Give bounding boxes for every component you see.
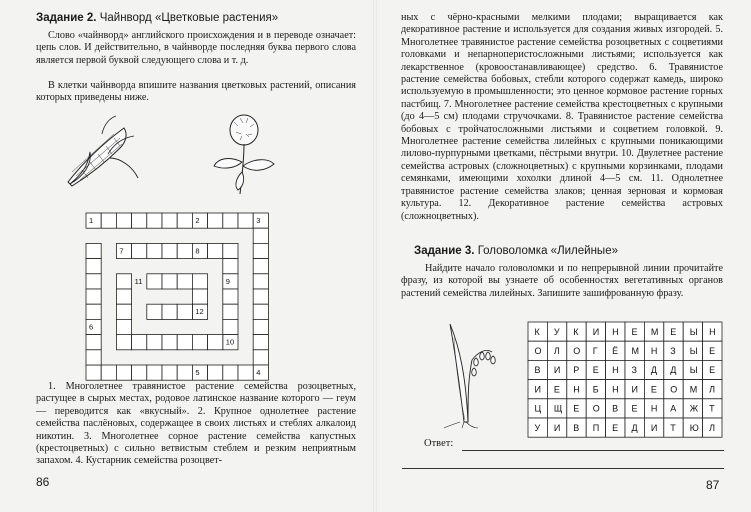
chainword-cell[interactable] bbox=[253, 259, 268, 274]
chainword-cell[interactable] bbox=[147, 335, 162, 350]
chainword-cell[interactable] bbox=[116, 365, 131, 380]
chainword-cell[interactable] bbox=[177, 304, 192, 319]
chainword-cell[interactable] bbox=[253, 335, 268, 350]
chainword-cell[interactable] bbox=[208, 335, 223, 350]
chainword-cell[interactable] bbox=[86, 289, 101, 304]
puzzle-letter: Ю bbox=[689, 422, 699, 433]
chainword-cell[interactable] bbox=[238, 365, 253, 380]
chainword-cell[interactable] bbox=[177, 274, 192, 289]
puzzle-letter: Е bbox=[709, 346, 716, 356]
chainword-number-9: 9 bbox=[225, 276, 230, 286]
puzzle-letter: Н bbox=[650, 403, 658, 414]
task-2-clues-continued: ных с чёрно-красными мелкими плодами; выращивается как декоративное растение и используется для создания живых изгородей. 5. Многолетнее травянистое растение семейства розоцветных с соцветиями головками и непарноперистосложными листьями; используется как лекарственное (кровоостанавливающее) средство. 6. Травянистое растение семейства бобовых, стебли которого содержат камедь, широко используемую в промышленности; это ценное кормовое растение горных пастбищ. 7. Многолетнее растение семейства крестоцветных с крупными (до 4—5 см) плодами стручочками. 8. Травянистое растение семейства бобовых с тройчатосложными листьями и соцветием головкой. 9. Многолетнее растение семейства лилейных с крупными поникающими лилово-пурпурными цветками, пёстрыми внутри. 10. Двулетнее растение семейства астровых (сложноцветных) с крупными корзинками, плодами семянками, имеющими хохолки длиной 4—5 см. 11. Однолетнее травянистое растение семейства злаков; ценная зерновая и кормовая культура. 12. Декоративное растение семейства астровых (сложноцветных). bbox=[401, 12, 723, 222]
puzzle-letter: Ц bbox=[534, 403, 542, 414]
puzzle-letter: Ё bbox=[612, 346, 619, 356]
puzzle-letter: П bbox=[592, 422, 600, 433]
chainword-cell[interactable] bbox=[132, 213, 147, 228]
task-3-label: Задание 3. bbox=[414, 245, 475, 257]
chainword-cell[interactable] bbox=[162, 365, 177, 380]
puzzle-letter: О bbox=[534, 346, 542, 356]
chainword-number-3: 3 bbox=[256, 216, 261, 225]
chainword-cell[interactable] bbox=[208, 365, 223, 380]
puzzle-letter: Т bbox=[670, 422, 676, 433]
puzzle-letter: Е bbox=[650, 384, 657, 395]
chainword-cell[interactable] bbox=[162, 304, 177, 319]
chainword-cell[interactable] bbox=[162, 213, 177, 228]
chainword-cell[interactable] bbox=[116, 335, 131, 350]
puzzle-letter: Е bbox=[592, 365, 599, 376]
chainword-cell[interactable] bbox=[223, 319, 238, 334]
puzzle-letter: Ы bbox=[689, 365, 698, 376]
answer-line-2[interactable] bbox=[402, 468, 724, 469]
task-3-instruction: Найдите начало головоломки и по непрерывной линии прочитайте фразу, из которой вы узнаете об особенностях вегетативных органов растений семейства лилейных. Запишите зашифрованную фразу. bbox=[401, 263, 723, 299]
page-number-right: 87 bbox=[706, 478, 720, 492]
right-page bbox=[376, 0, 751, 512]
chainword-cell[interactable] bbox=[253, 274, 268, 289]
puzzle-letter: Л bbox=[709, 384, 716, 395]
puzzle-letter: В bbox=[573, 422, 580, 433]
puzzle-letter: О bbox=[573, 346, 581, 356]
task-2-label: Задание 2. bbox=[36, 12, 97, 24]
puzzle-letter: Е bbox=[631, 403, 638, 414]
chainword-number-1: 1 bbox=[89, 216, 94, 225]
chainword-cell[interactable] bbox=[86, 335, 101, 350]
puzzle-letter: Е bbox=[670, 326, 677, 337]
chainword-cell[interactable] bbox=[132, 335, 147, 350]
puzzle-letter: Ж bbox=[689, 403, 699, 414]
puzzle-letter: К bbox=[534, 326, 540, 337]
chainword-number-8: 8 bbox=[195, 246, 200, 256]
chainword-cell[interactable] bbox=[86, 350, 101, 365]
puzzle-letter: И bbox=[553, 422, 561, 433]
chainword-number-12: 12 bbox=[195, 307, 204, 317]
puzzle-letter: З bbox=[631, 365, 637, 376]
puzzle-letter: Е bbox=[631, 326, 638, 337]
puzzle-letter: В bbox=[534, 365, 541, 376]
puzzle-letter: Н bbox=[573, 384, 580, 395]
puzzle-letter: М bbox=[631, 346, 639, 356]
answer-line-1[interactable] bbox=[462, 450, 724, 451]
task-3-title: Головоломка «Лилейные» bbox=[477, 245, 618, 257]
chainword-cell[interactable] bbox=[253, 243, 268, 258]
chainword-cell[interactable] bbox=[147, 243, 162, 258]
chainword-number-11: 11 bbox=[134, 276, 143, 286]
puzzle-letter: Н bbox=[612, 326, 619, 337]
puzzle-letter: К bbox=[573, 326, 579, 337]
chainword-cell[interactable] bbox=[101, 365, 116, 380]
puzzle-letter: Д bbox=[670, 365, 677, 376]
puzzle-letter: Д bbox=[650, 365, 658, 376]
puzzle-letter: И bbox=[592, 326, 600, 337]
chainword-cell[interactable] bbox=[253, 228, 268, 243]
chainword-number-4: 4 bbox=[256, 368, 261, 377]
puzzle-letter: Д bbox=[631, 422, 638, 433]
task-2-clues: 1. Многолетнее травянистое растение семейства розоцветных, растущее в сырых местах, родовое латинское название которого — геум — переводится как «вкусный». 2. Крупное однолетнее растение семейства паслёновых, содержащее в своих листьях и стеблях алкалоид никотин. 3. Многолетнее сорное растение семейства капустных (крестоцветных) с сильно ветвистым стеблем и резким неприятным запахом. 4. Кустарник семейства розоцвет- bbox=[36, 381, 356, 467]
chainword-cell[interactable] bbox=[177, 243, 192, 258]
chainword-cell[interactable] bbox=[162, 274, 177, 289]
chainword-cell[interactable] bbox=[86, 274, 101, 289]
puzzle-letter: М bbox=[689, 384, 698, 395]
puzzle-letter: Т bbox=[709, 403, 715, 414]
chainword-cell[interactable] bbox=[208, 213, 223, 228]
puzzle-letter: Н bbox=[709, 326, 716, 337]
chainword-cell[interactable] bbox=[253, 350, 268, 365]
chainword-cell[interactable] bbox=[116, 274, 131, 289]
chainword-cell[interactable] bbox=[162, 243, 177, 258]
left-page bbox=[0, 0, 375, 512]
chainword-cell[interactable] bbox=[223, 365, 238, 380]
chainword-cell[interactable] bbox=[223, 289, 238, 304]
puzzle-letter: Л bbox=[553, 346, 560, 356]
chainword-number-7: 7 bbox=[119, 246, 124, 256]
puzzle-letter: Ы bbox=[689, 346, 698, 356]
puzzle-letter: Е bbox=[709, 365, 716, 376]
puzzle-letter: Н bbox=[650, 346, 658, 356]
puzzle-letter: З bbox=[670, 346, 676, 356]
answer-label: Ответ: bbox=[424, 438, 454, 449]
chainword-cell[interactable] bbox=[223, 259, 238, 274]
puzzle-letter: Б bbox=[592, 384, 599, 395]
letter-puzzle-grid bbox=[376, 0, 751, 512]
chainword-cell[interactable] bbox=[116, 304, 131, 319]
chainword-cell[interactable] bbox=[116, 319, 131, 334]
chainword-cell[interactable] bbox=[223, 213, 238, 228]
chainword-number-2: 2 bbox=[195, 216, 200, 225]
chainword-cell[interactable] bbox=[162, 335, 177, 350]
chainword-cell[interactable] bbox=[192, 289, 207, 304]
puzzle-letter: У bbox=[534, 422, 541, 433]
task-2-instruction: В клетки чайнворда впишите названия цветковых растений, описания которых приведены ниже. bbox=[36, 80, 356, 104]
puzzle-letter: И bbox=[650, 422, 658, 433]
chainword-cell[interactable] bbox=[132, 365, 147, 380]
chainword-cell[interactable] bbox=[177, 365, 192, 380]
chainword-cell[interactable] bbox=[147, 213, 162, 228]
page-number-left: 86 bbox=[36, 475, 50, 489]
chainword-cell[interactable] bbox=[147, 274, 162, 289]
chainword-cell[interactable] bbox=[192, 274, 207, 289]
chainword-cell[interactable] bbox=[253, 304, 268, 319]
chainword-cell[interactable] bbox=[192, 335, 207, 350]
chainword-cell[interactable] bbox=[147, 304, 162, 319]
chainword-cell[interactable] bbox=[177, 213, 192, 228]
chainword-cell[interactable] bbox=[223, 243, 238, 258]
chainword-cell[interactable] bbox=[238, 213, 253, 228]
chainword-cell[interactable] bbox=[177, 335, 192, 350]
chainword-cell[interactable] bbox=[253, 289, 268, 304]
chainword-cell[interactable] bbox=[86, 259, 101, 274]
task-2-title: Чайнворд «Цветковые растения» bbox=[99, 12, 279, 24]
chainword-cell[interactable] bbox=[86, 304, 101, 319]
chainword-cell[interactable] bbox=[86, 365, 101, 380]
puzzle-letter: М bbox=[650, 326, 659, 337]
puzzle-letter: Г bbox=[592, 346, 598, 356]
chainword-cell[interactable] bbox=[208, 243, 223, 258]
puzzle-letter: А bbox=[670, 403, 677, 414]
chainword-cell[interactable] bbox=[116, 289, 131, 304]
puzzle-letter: Щ bbox=[553, 403, 563, 414]
puzzle-letter: И bbox=[553, 365, 561, 376]
puzzle-letter: Е bbox=[553, 384, 560, 395]
puzzle-letter: В bbox=[612, 403, 619, 414]
puzzle-letter: Н bbox=[612, 384, 619, 395]
chainword-cell[interactable] bbox=[116, 213, 131, 228]
chainword-number-5: 5 bbox=[195, 368, 200, 377]
chainword-cell[interactable] bbox=[147, 365, 162, 380]
chainword-cell[interactable] bbox=[223, 304, 238, 319]
chainword-cell[interactable] bbox=[101, 213, 116, 228]
puzzle-letter: И bbox=[534, 384, 541, 395]
puzzle-letter: О bbox=[670, 384, 678, 395]
puzzle-letter: О bbox=[592, 403, 600, 414]
puzzle-letter: Е bbox=[573, 403, 580, 414]
chainword-cell[interactable] bbox=[132, 243, 147, 258]
puzzle-letter: Е bbox=[612, 422, 619, 433]
puzzle-letter: Н bbox=[612, 365, 619, 376]
puzzle-letter: И bbox=[631, 384, 638, 395]
puzzle-letter: Ы bbox=[689, 326, 698, 337]
task-2-intro: Слово «чайнворд» английского происхождения и в переводе означает: цепь слов. И действительно, в чайнворде последняя буква первого слова является первой буквой следующего слова и т. д. bbox=[36, 30, 356, 66]
chainword-number-10: 10 bbox=[225, 337, 235, 347]
chainword-cell[interactable] bbox=[253, 319, 268, 334]
chainword-number-6: 6 bbox=[89, 322, 94, 332]
puzzle-letter: У bbox=[553, 326, 560, 337]
chainword-cell[interactable] bbox=[86, 243, 101, 258]
puzzle-letter: Л bbox=[709, 422, 716, 433]
puzzle-letter: Р bbox=[573, 365, 580, 376]
